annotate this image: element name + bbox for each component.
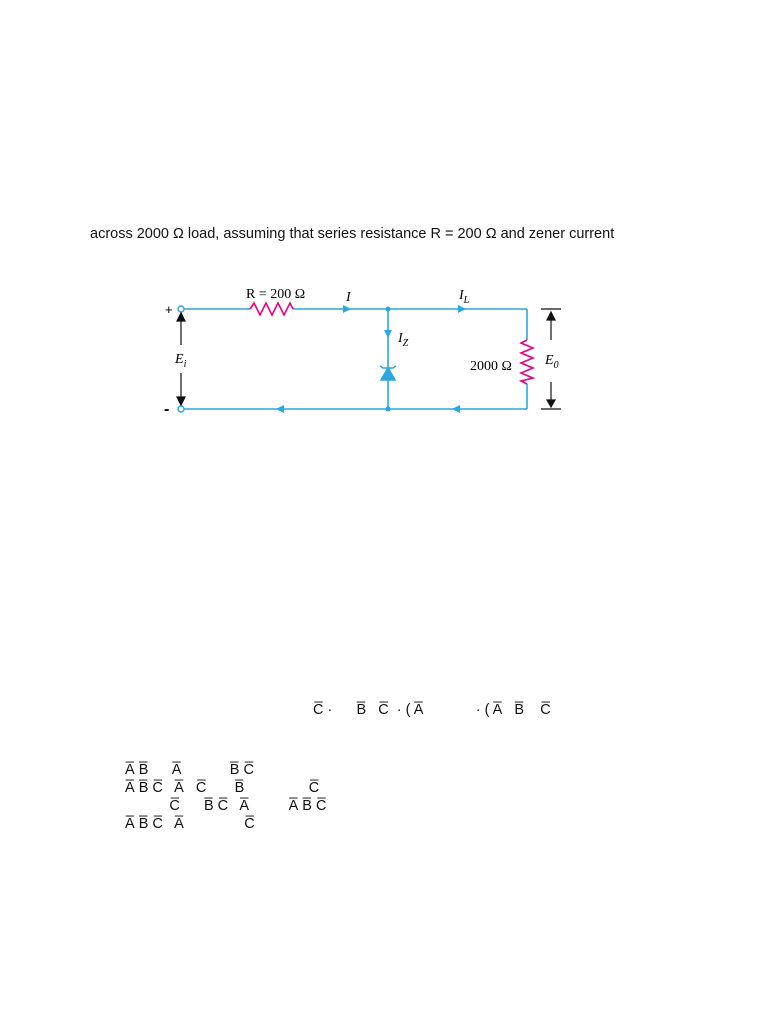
- boolean-expression-block: [125, 761, 326, 833]
- iz-label: $I_Z$: [398, 331, 409, 349]
- il-label: $I_L$: [459, 288, 470, 306]
- i-label: I: [346, 290, 351, 305]
- expr-block-line: A̅ B̅ A̅ B̅ C̅: [125, 762, 254, 778]
- eo-label: $E_0$: [545, 353, 559, 371]
- junction-bottom: [386, 407, 391, 412]
- ei-label: $E_i$: [175, 352, 187, 370]
- boolean-expression-line: C̅ · B̅ C̅ · ( A̅ · ( A̅ B̅ C̅: [313, 702, 551, 718]
- zener-diode: [380, 366, 396, 380]
- terminal-bottom: [178, 406, 184, 412]
- load-label: 2000 Ω: [470, 359, 512, 374]
- expr-block-line: A̅ B̅ C̅ A̅ C̅: [125, 816, 255, 832]
- current-arrows: [276, 305, 466, 413]
- r-label: R = 200 Ω: [246, 287, 306, 302]
- junction-top: [386, 307, 391, 312]
- intro-text: across 2000 Ω load, assuming that series resistance R = 200 Ω and zener current: [90, 226, 615, 242]
- terminal-top: [178, 306, 184, 312]
- minus-sign: -: [164, 401, 170, 418]
- expr-block-line: A̅ B̅ C̅ A̅ C̅ B̅ C̅: [125, 780, 320, 796]
- series-resistor: [250, 303, 293, 315]
- load-resistor: [521, 340, 533, 384]
- plus-sign: +: [165, 302, 173, 317]
- expr-block-line: C̅ B̅ C̅ A̅ A̅ B̅ C̅: [125, 798, 327, 814]
